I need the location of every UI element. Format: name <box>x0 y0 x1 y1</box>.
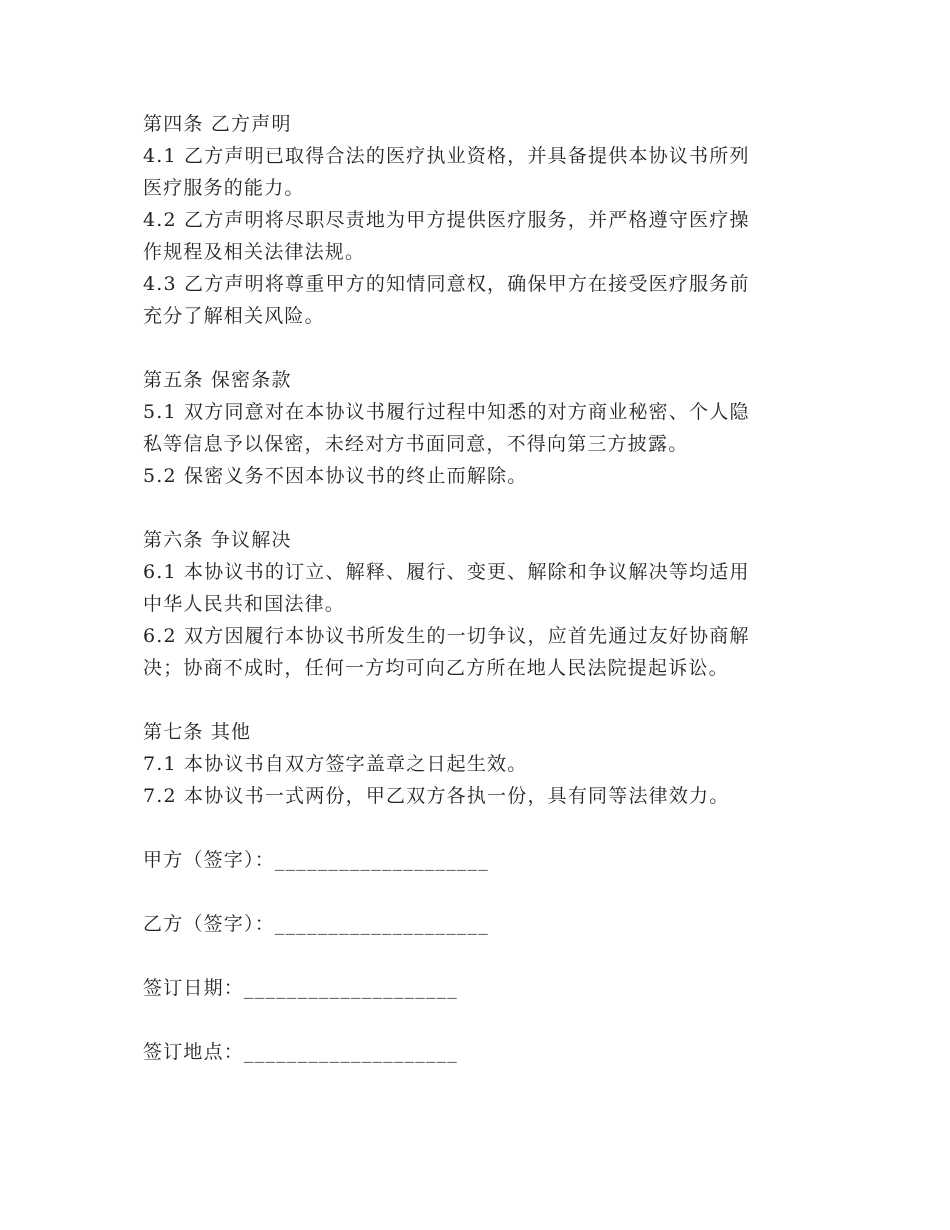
section-heading: 第四条 乙方声明 <box>143 113 292 135</box>
clause-line: 医疗服务的能力。 <box>143 177 305 199</box>
clause-line: 4.3 乙方声明将尊重甲方的知情同意权，确保甲方在接受医疗服务前 <box>143 273 750 295</box>
signing-place-line: 签订地点：____________________ <box>143 1041 459 1063</box>
clause-line: 充分了解相关风险。 <box>143 305 325 327</box>
section-spacer <box>143 812 813 844</box>
section-spacer <box>143 684 813 716</box>
party-b-signature-line: 乙方（签字）：____________________ <box>143 913 489 935</box>
clause-line: 作规程及相关法律法规。 <box>143 241 366 263</box>
section-heading: 第五条 保密条款 <box>143 369 292 391</box>
section-5 <box>143 364 813 492</box>
section-spacer <box>143 492 813 524</box>
clause-line: 7.2 本协议书一式两份，甲乙双方各执一份，具有同等法律效力。 <box>143 785 730 807</box>
signing-date-line: 签订日期：____________________ <box>143 977 459 999</box>
document-page <box>143 108 813 1068</box>
party-a-signature-line: 甲方（签字）：____________________ <box>143 849 489 871</box>
section-spacer <box>143 332 813 364</box>
clause-line: 5.2 保密义务不因本协议书的终止而解除。 <box>143 465 528 487</box>
section-heading: 第七条 其他 <box>143 721 252 743</box>
clause-line: 中华人民共和国法律。 <box>143 593 346 615</box>
section-heading: 第六条 争议解决 <box>143 529 292 551</box>
section-4 <box>143 108 813 332</box>
clause-line: 决；协商不成时，任何一方均可向乙方所在地人民法院提起诉讼。 <box>143 657 729 679</box>
clause-line: 5.1 双方同意对在本协议书履行过程中知悉的对方商业秘密、个人隐 <box>143 401 750 423</box>
clause-line: 私等信息予以保密，未经对方书面同意，不得向第三方披露。 <box>143 433 689 455</box>
section-7 <box>143 716 813 812</box>
clause-line: 7.1 本协议书自双方签字盖章之日起生效。 <box>143 753 528 775</box>
clause-line: 6.1 本协议书的订立、解释、履行、变更、解除和争议解决等均适用 <box>143 561 750 583</box>
clause-line: 6.2 双方因履行本协议书所发生的一切争议，应首先通过友好协商解 <box>143 625 750 647</box>
signature-block <box>143 844 813 1068</box>
clause-line: 4.1 乙方声明已取得合法的医疗执业资格，并具备提供本协议书所列 <box>143 145 750 167</box>
section-6 <box>143 524 813 684</box>
clause-line: 4.2 乙方声明将尽职尽责地为甲方提供医疗服务，并严格遵守医疗操 <box>143 209 750 231</box>
